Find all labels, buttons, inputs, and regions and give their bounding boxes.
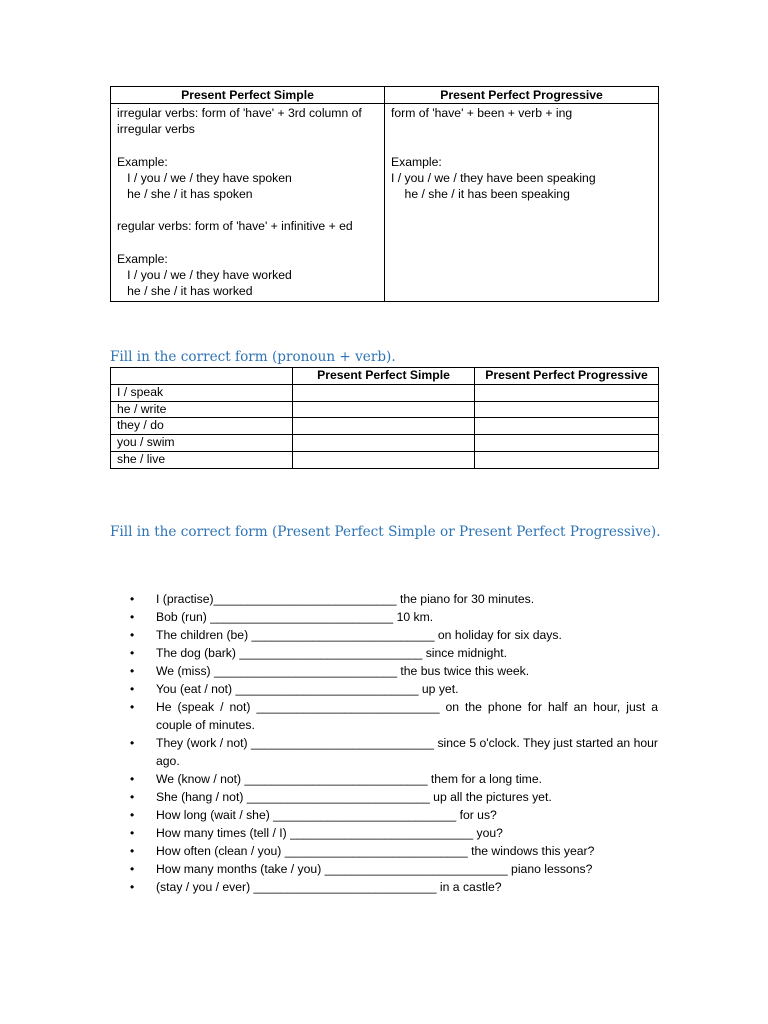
exercise-sentence: How often (clean / you) ___________________________ the windows this year? bbox=[156, 844, 595, 858]
grammar-simple-line: Example: bbox=[117, 154, 168, 169]
grammar-simple-line bbox=[117, 235, 378, 251]
bullet-icon: • bbox=[130, 772, 135, 786]
progressive-answer-cell[interactable] bbox=[475, 451, 659, 468]
exercise-sentence: Bob (run) ___________________________ 10 km. bbox=[156, 610, 434, 624]
grammar-progressive-line: form of 'have' + been + verb + ing bbox=[391, 106, 573, 120]
fill-table-row bbox=[111, 384, 659, 401]
exercise-item bbox=[110, 806, 658, 824]
grammar-header-simple: Present Perfect Simple bbox=[111, 87, 385, 104]
fill-table-row bbox=[111, 435, 659, 452]
bullet-icon: • bbox=[130, 808, 135, 822]
grammar-simple-line: I / you / we / they have spoken bbox=[117, 170, 292, 185]
grammar-simple-line: regular verbs: form of 'have' + infinitive + ed bbox=[117, 219, 353, 234]
pronoun-verb-cell: I / speak bbox=[111, 384, 293, 401]
bullet-icon: • bbox=[130, 682, 135, 696]
pronoun-verb-cell: they / do bbox=[111, 418, 293, 435]
fill-header-progressive: Present Perfect Progressive bbox=[475, 368, 659, 385]
bullet-icon: • bbox=[130, 862, 135, 876]
grammar-progressive-line bbox=[391, 137, 652, 153]
progressive-answer-cell[interactable] bbox=[475, 384, 659, 401]
bullet-icon: • bbox=[130, 790, 135, 804]
fill-in-table bbox=[110, 367, 659, 469]
grammar-table-body-row bbox=[111, 104, 659, 302]
exercise-sentence: The children (be) ___________________________ on holiday for six days. bbox=[156, 628, 562, 642]
simple-answer-cell[interactable] bbox=[293, 384, 475, 401]
exercise-sentence: I (practise)___________________________ the piano for 30 minutes. bbox=[156, 592, 535, 606]
bullet-icon: • bbox=[130, 844, 135, 858]
grammar-progressive-line: he / she / it has been speaking bbox=[391, 186, 570, 201]
exercise-item bbox=[110, 698, 658, 734]
grammar-progressive-rules-cell bbox=[385, 104, 659, 302]
exercise-item bbox=[110, 626, 658, 644]
progressive-answer-cell[interactable] bbox=[475, 435, 659, 452]
grammar-simple-line: he / she / it has worked bbox=[117, 284, 253, 299]
exercise-list bbox=[110, 590, 658, 896]
grammar-simple-line bbox=[117, 137, 378, 153]
grammar-rules-table bbox=[110, 86, 659, 302]
progressive-answer-cell[interactable] bbox=[475, 418, 659, 435]
exercise-item bbox=[110, 662, 658, 680]
exercise-sentence: (stay / you / ever) ___________________________ in a castle? bbox=[156, 880, 502, 894]
fill-table-row bbox=[111, 451, 659, 468]
exercise-item bbox=[110, 824, 658, 842]
exercise-item bbox=[110, 842, 658, 860]
grammar-header-progressive: Present Perfect Progressive bbox=[385, 87, 659, 104]
simple-answer-cell[interactable] bbox=[293, 418, 475, 435]
simple-answer-cell[interactable] bbox=[293, 451, 475, 468]
bullet-icon: • bbox=[130, 736, 135, 750]
exercise-sentence: How long (wait / she) ___________________________ for us? bbox=[156, 808, 497, 822]
exercise-item bbox=[110, 770, 658, 788]
fill-header-simple: Present Perfect Simple bbox=[293, 368, 475, 385]
exercise-item bbox=[110, 860, 658, 878]
pronoun-verb-cell: he / write bbox=[111, 401, 293, 418]
exercise-sentence: They (work / not) ___________________________ since 5 o'clock. They just started an hour ago. bbox=[156, 736, 658, 768]
grammar-simple-line: Example: bbox=[117, 251, 168, 266]
grammar-progressive-line: I / you / we / they have been speaking bbox=[391, 170, 596, 185]
simple-answer-cell[interactable] bbox=[293, 401, 475, 418]
bullet-icon: • bbox=[130, 826, 135, 840]
exercise-sentence: He (speak / not) ___________________________ on the phone for half an hour, just a couple of minutes. bbox=[156, 700, 658, 732]
bullet-icon: • bbox=[130, 646, 135, 660]
exercise-item bbox=[110, 878, 658, 896]
bullet-icon: • bbox=[130, 700, 135, 714]
exercise-sentence: How many months (take / you) ___________________________ piano lessons? bbox=[156, 862, 593, 876]
bullet-icon: • bbox=[130, 664, 135, 678]
bullet-icon: • bbox=[130, 880, 135, 894]
section-2-heading: Fill in the correct form (Present Perfect Simple or Present Perfect Progressive). bbox=[110, 524, 661, 540]
exercise-item bbox=[110, 680, 658, 698]
simple-answer-cell[interactable] bbox=[293, 435, 475, 452]
exercise-item bbox=[110, 608, 658, 626]
grammar-simple-line: he / she / it has spoken bbox=[117, 187, 253, 201]
fill-table-row bbox=[111, 401, 659, 418]
bullet-icon: • bbox=[130, 628, 135, 642]
exercise-sentence: How many times (tell / I) ___________________________ you? bbox=[156, 826, 503, 840]
exercise-sentence: The dog (bark) ___________________________ since midnight. bbox=[156, 646, 508, 660]
grammar-simple-line: irregular verbs: form of 'have' + 3rd column of irregular verbs bbox=[117, 106, 362, 137]
exercise-sentence: You (eat / not) ___________________________ up yet. bbox=[156, 682, 459, 696]
pronoun-verb-cell: she / live bbox=[111, 451, 293, 468]
exercise-sentence: She (hang / not) ___________________________ up all the pictures yet. bbox=[156, 790, 552, 804]
exercise-item bbox=[110, 734, 658, 770]
progressive-answer-cell[interactable] bbox=[475, 401, 659, 418]
grammar-progressive-line bbox=[391, 121, 652, 137]
section-1-heading: Fill in the correct form (pronoun + verb). bbox=[110, 349, 396, 365]
exercise-item bbox=[110, 590, 658, 608]
pronoun-verb-cell: you / swim bbox=[111, 435, 293, 452]
exercise-item bbox=[110, 788, 658, 806]
grammar-progressive-line: Example: bbox=[391, 154, 442, 169]
exercise-sentence: We (miss) ___________________________ the bus twice this week. bbox=[156, 664, 530, 678]
exercise-sentence: We (know / not) ___________________________ them for a long time. bbox=[156, 772, 542, 786]
bullet-icon: • bbox=[130, 610, 135, 624]
grammar-table-header-row bbox=[111, 87, 659, 104]
fill-table-header-row bbox=[111, 368, 659, 385]
grammar-simple-rules-cell bbox=[111, 104, 385, 302]
fill-table-row bbox=[111, 418, 659, 435]
exercise-item bbox=[110, 644, 658, 662]
fill-header-pronoun bbox=[111, 368, 293, 385]
bullet-icon: • bbox=[130, 592, 135, 606]
grammar-simple-line bbox=[117, 202, 378, 218]
grammar-simple-line: I / you / we / they have worked bbox=[117, 267, 292, 282]
